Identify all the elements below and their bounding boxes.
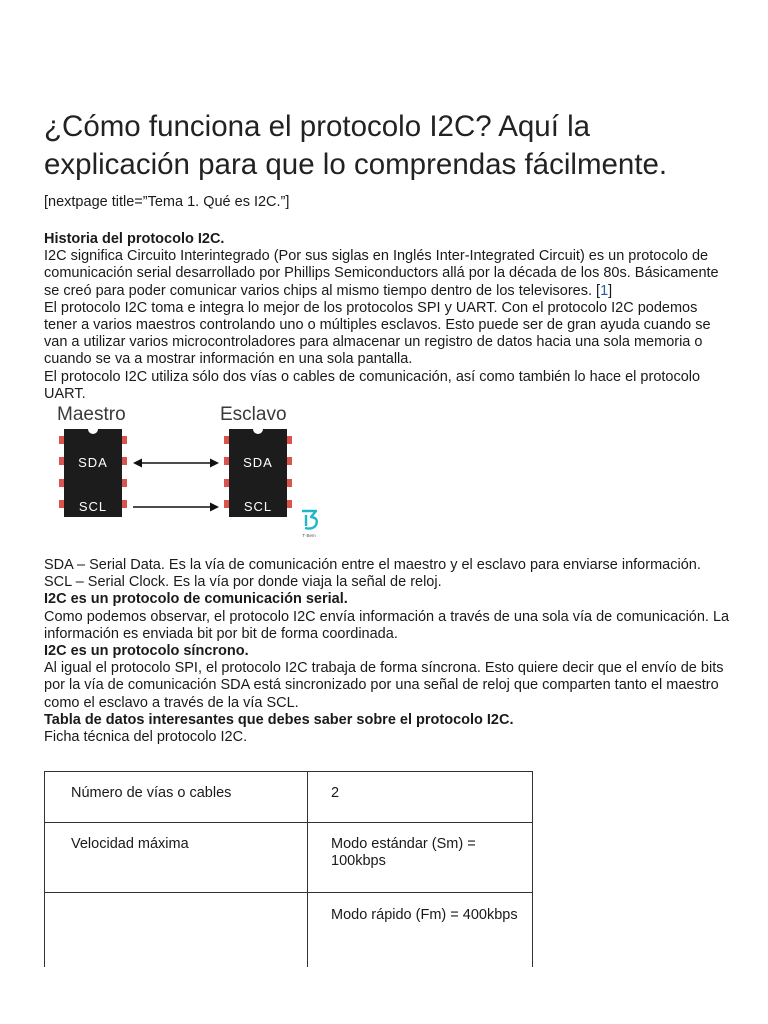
table-row: [45, 772, 533, 823]
master-sda-pin-label: SDA: [78, 455, 108, 471]
article-body: [44, 231, 734, 967]
sync-heading: I2C es un protocolo síncrono.: [44, 643, 249, 660]
history-paragraph-3: El protocolo I2C utiliza sólo dos vías o cables de comunicación, así como también lo hace el protocolo UART.: [44, 368, 701, 402]
history-paragraph-1: I2C significa Circuito Interintegrado (Por sus siglas en Inglés Inter-Integrated Circuit) es un protocolo de comunicación serial desarrollado por Phillips Semiconductors allá por la década de los 80s. Básicamente se creó para poder comunicar varios chips al mismo tiempo dentro de los televisores. [1]: [44, 248, 719, 299]
nextpage-shortcode: [nextpage title=”Tema 1. Qué es I2C.”]: [44, 194, 290, 210]
table-caption: Ficha técnica del protocolo I2C.: [44, 729, 248, 746]
slave-chip: [224, 429, 292, 517]
master-scl-pin-label: SCL: [78, 499, 108, 515]
table-heading: Tabla de datos interesantes que debes saber sobre el protocolo I2C.: [44, 711, 514, 728]
slave-sda-pin-label: SDA: [243, 455, 273, 471]
article: [44, 108, 734, 967]
sda-definition: SDA – Serial Data. Es la vía de comunicación entre el maestro y el esclavo para enviarse información.: [44, 557, 701, 574]
table-cell-label: Número de vías o cables: [45, 772, 308, 823]
table-cell-label: Velocidad máxima: [45, 823, 308, 893]
serial-paragraph: Como podemos observar, el protocolo I2C envía información a través de una sola vía de comunicación. La información es enviada bit por bit de forma coordinada.: [44, 608, 730, 642]
reference-link[interactable]: 1: [600, 282, 609, 299]
table-cell-value: 2: [308, 772, 533, 823]
page-title: ¿Cómo funciona el protocolo I2C? Aquí la explicación para que lo comprendas fácilmente.: [44, 110, 668, 181]
sda-arrow-icon: [133, 459, 219, 468]
scl-arrow-icon: [133, 503, 219, 512]
sync-paragraph: Al igual el protocolo SPI, el protocolo I2C trabaja de forma síncrona. Esto quiere decir que el envío de bits por la vía de comunicación SDA está sincronizado por una señal de reloj que comparten tanto el maestro como el esclavo a través de la vía SCL.: [44, 660, 724, 711]
table-cell-value: Modo rápido (Fm) = 400kbps: [308, 893, 533, 968]
spec-table: [44, 771, 533, 967]
master-label: Maestro: [57, 404, 126, 426]
brand-logo-icon: [302, 511, 317, 538]
table-row: [45, 823, 533, 893]
serial-heading: I2C es un protocolo de comunicación serial.: [44, 591, 348, 608]
slave-scl-pin-label: SCL: [243, 499, 273, 515]
history-heading: Historia del protocolo I2C.: [44, 231, 225, 247]
master-chip: [59, 429, 127, 517]
brand-logo-text: T·Bem: [302, 533, 316, 539]
i2c-diagram: [44, 403, 344, 551]
slave-label: Esclavo: [220, 404, 287, 426]
table-cell-value: Modo estándar (Sm) = 100kbps: [308, 823, 533, 893]
table-cell-label: [45, 893, 308, 968]
history-paragraph-2: El protocolo I2C toma e integra lo mejor de los protocolos SPI y UART. Con el protocolo I2C podemos tener a varios maestros controlando uno o múltiples esclavos. Esto puede ser de gran ayuda cuando se van a utilizar varios microcontroladores para almacenar un registro de datos hacia una sola memoria o cuando se va a mostrar información en una sola pantalla.: [44, 299, 711, 368]
table-row: [45, 893, 533, 968]
scl-definition: SCL – Serial Clock. Es la vía por donde viaja la señal de reloj.: [44, 574, 442, 591]
